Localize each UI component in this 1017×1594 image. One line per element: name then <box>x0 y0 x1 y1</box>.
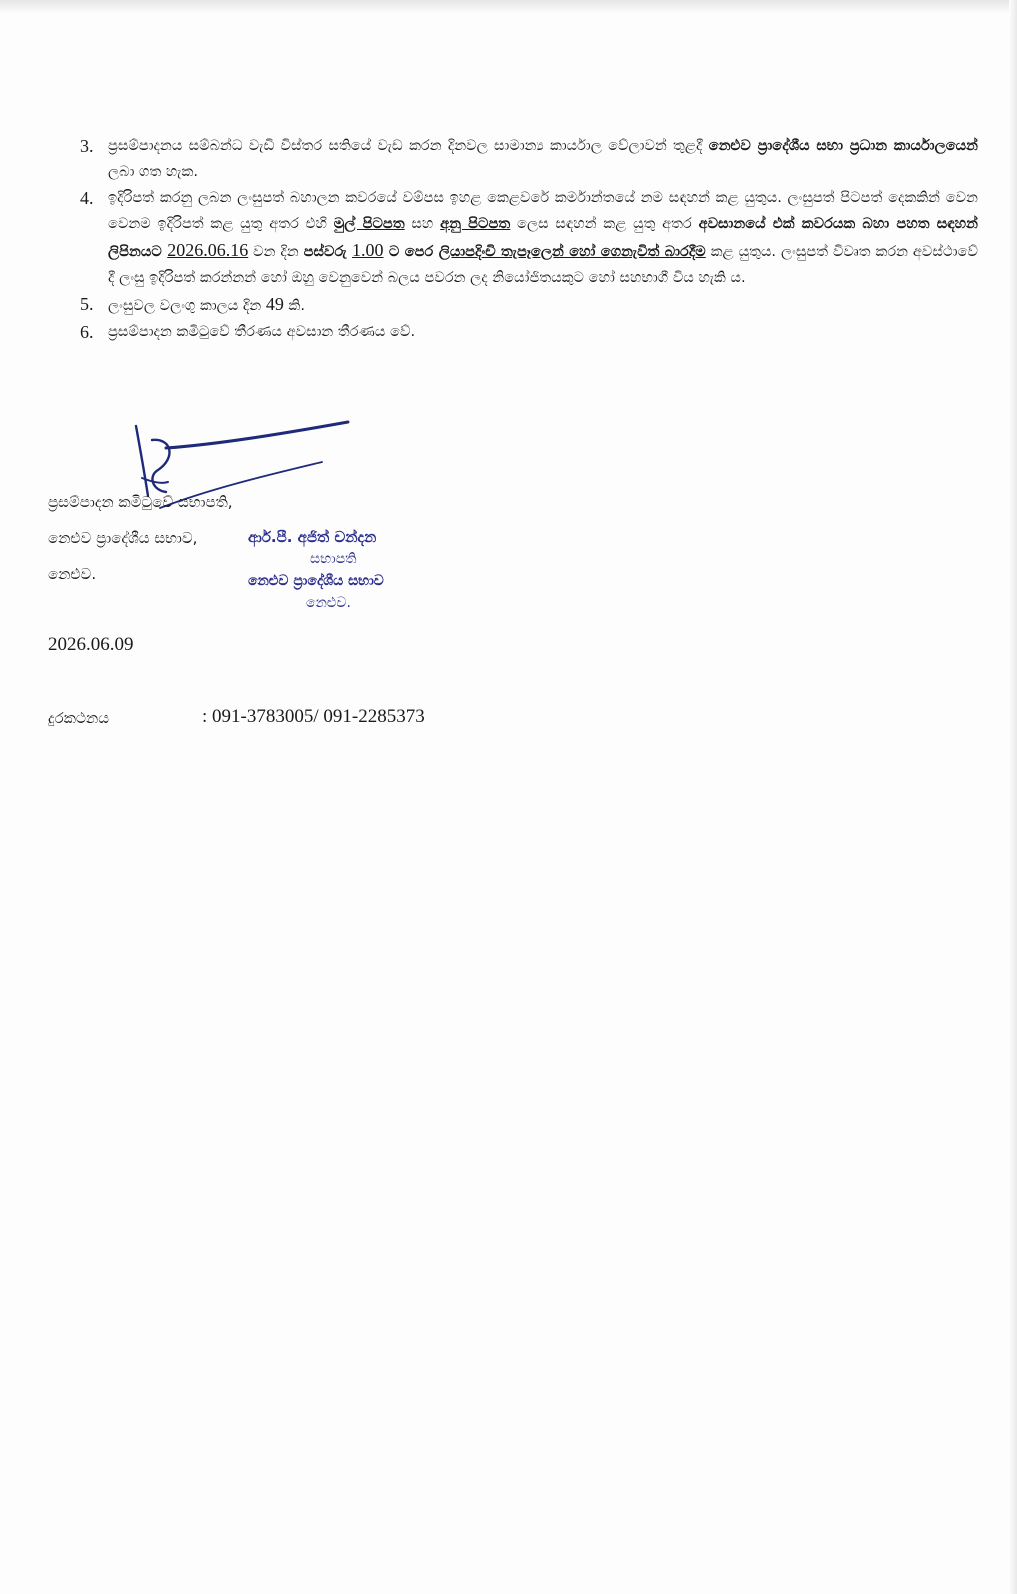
stamp-office: නෙළුව ප්‍රාදේශීය සභාව <box>248 573 384 589</box>
phone-value: : 091-3783005/ 091-2285373 <box>202 706 425 727</box>
condition-text-segment: ප්‍රසම්පාදන කමිටුවේ තීරණය අවසාන තීරණය වේ. <box>108 323 416 340</box>
signatory-office: නෙළුව ප්‍රාදේශීය සභාව, <box>48 529 198 547</box>
stamp-place: නෙළුව. <box>306 595 351 611</box>
condition-text-segment: කළ යුතුය. ලංසුපත් විවෘත කරන අවස්ථාවේ දී ලංසු ඉදිරිපත් කරන්නන් හෝ ඔහු වෙනුවෙන් බලය පවරන ලද නියෝජිතයකුට හෝ සහභාගී විය හැකි ය. <box>108 243 979 286</box>
official-stamp <box>248 526 384 614</box>
phone-label: දුරකථනය <box>48 709 110 727</box>
condition-text-segment: නෙළුව ප්‍රාදේශීය සභා ප්‍රධාන කාර්යාලයෙන් <box>708 137 978 154</box>
condition-text-segment: ලංසුවල වලංගු කාලය දින <box>108 297 266 314</box>
condition-text-segment: ලෙස සඳහන් කළ යුතු අතර <box>510 215 699 232</box>
condition-text <box>108 323 415 340</box>
condition-text-segment: පස්වරු <box>303 243 353 260</box>
condition-text-segment: ට පෙර <box>383 243 439 260</box>
condition-item <box>52 291 978 319</box>
condition-text-segment: 49 <box>265 294 284 314</box>
condition-text-segment: කි. <box>283 297 306 314</box>
condition-number: 4. <box>80 188 94 208</box>
condition-text-segment: අනු පිටපත <box>440 215 511 232</box>
condition-text-segment: වන දින <box>248 243 304 260</box>
condition-item <box>52 133 978 185</box>
condition-text-segment: ප්‍රසම්පාදනය සම්බන්ධ වැඩි විස්තර සතියේ වැඩ කරන දිනවල සාමාන්‍ය කාර්යාල වේලාවන් තුළදී <box>108 137 709 154</box>
signatory-place: නෙළුව. <box>48 565 97 583</box>
signatory-title: ප්‍රසම්පාදන කමිටුවේ සභාපති, <box>48 493 233 511</box>
condition-text <box>108 294 306 314</box>
condition-text-segment: 1.00 <box>352 240 384 260</box>
condition-text-segment: සහ <box>404 215 441 232</box>
condition-item <box>52 319 978 345</box>
conditions-list <box>52 133 978 345</box>
document-date: 2026.06.09 <box>48 634 134 655</box>
condition-text <box>108 137 978 180</box>
condition-number: 3. <box>80 136 94 156</box>
condition-text <box>108 189 978 286</box>
signatory-block <box>48 484 233 592</box>
scan-top-edge <box>0 0 1017 14</box>
condition-text-segment: අවසානයේ එක් කවරයක බහා පහත සඳහන් ලිපිනයට <box>108 215 979 260</box>
stamp-name: ආර්.පී. අජිත් චන්දන <box>248 528 377 546</box>
phone-line <box>48 706 425 727</box>
condition-text-segment: ලබා ගත හැක. <box>108 163 198 180</box>
condition-item <box>52 185 978 291</box>
scan-right-edge <box>1009 0 1017 1594</box>
stamp-title: සභාපති <box>310 551 357 567</box>
condition-number: 6. <box>80 322 94 342</box>
condition-text-segment: 2026.06.16 <box>167 240 249 260</box>
condition-text-segment: ඉදිරිපත් කරනු ලබන ලංසුපත් බහාලන කවරයේ වම්පස ඉහළ කෙළවරේ කර්මාන්තයේ නම සඳහන් කළ යුතුය. ලංසුපත් පිටපත් දෙකකින් වෙන වෙනම ඉදිරිපත් කළ යුතු අතර එහි <box>108 189 978 232</box>
condition-number: 5. <box>80 294 94 314</box>
condition-text-segment: ලියාපදිංචි තැපෑලෙන් හෝ ගෙනැවිත් බාරදීම <box>438 243 706 260</box>
condition-text-segment: මුල් පිටපත <box>333 215 405 232</box>
